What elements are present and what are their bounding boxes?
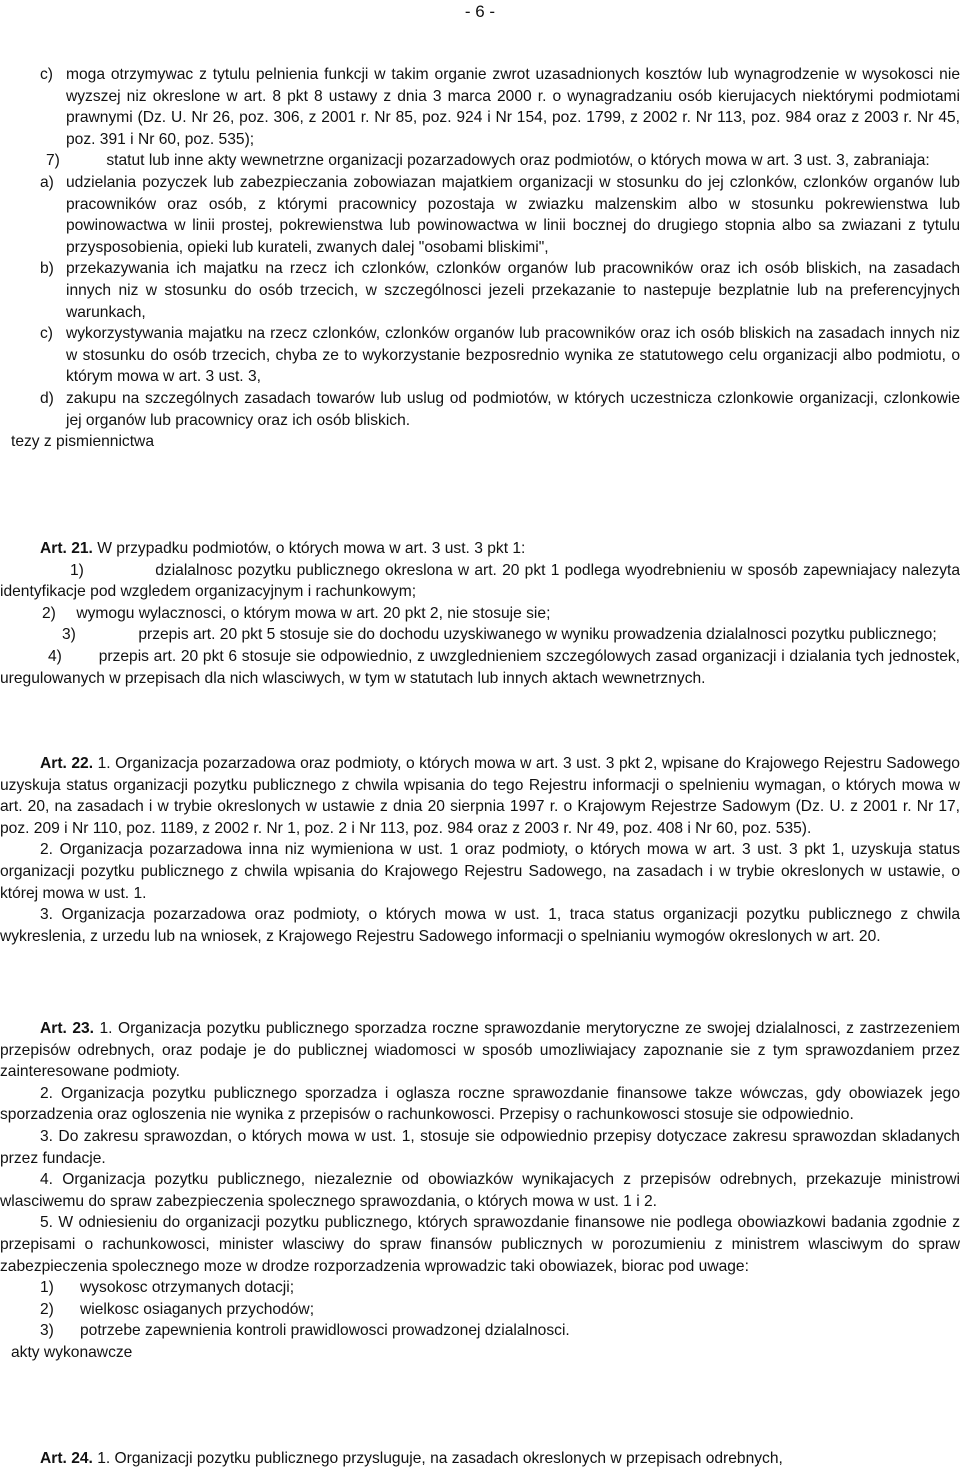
- article-heading: Art. 21.: [40, 540, 93, 557]
- paragraph: [0, 1448, 960, 1470]
- paragraph: [0, 753, 960, 839]
- article-heading: Art. 23.: [40, 1020, 95, 1037]
- article-22: [0, 753, 960, 947]
- item-text: wymogu wylacznosci, o którym mowa w art. 20 pkt 2, nie stosuje sie;: [76, 604, 551, 622]
- item-text: przekazywania ich majatku na rzecz ich czlonków, czlonków organów lub pracowników oraz ich osób bliskich, na zasadach innych niz w stosunku do osób trzecich, w szczególnosci jezeli przekazanie to nastepuje bezplatnie lub na preferencyjnych warunkach,: [66, 260, 960, 321]
- paragraph-text: 1. Organizacji pozytku publicznego przysluguje, na zasadach okreslonych w przepisach odrebnych,: [97, 1450, 783, 1467]
- commentary-link[interactable]: akty wykonawcze: [11, 1343, 133, 1361]
- item-label: 4): [48, 647, 62, 665]
- article-heading: Art. 22.: [40, 755, 94, 772]
- list-continuation: [0, 64, 960, 453]
- item-text: moga otrzymywac z tytulu pelnienia funkcji w takim organie zwrot uzasadnionych kosztów lub wynagrodzenie w wysokosci nie wyzszej niz okreslone w art. 8 pkt 8 ustawy z dnia 3 marca 2000 r. o wynagradzaniu osób kierujacych niektórymi podmiotami prawnymi (Dz. U. Nr 26, poz. 306, z 2001 r. Nr 85, poz. 924 i Nr 154, poz. 1799, z 2002 r. Nr 113, poz. 984 oraz z 2003 r. Nr 45, poz. 391 i Nr 60, poz. 535);: [66, 66, 960, 148]
- item-label: d): [40, 389, 54, 407]
- list-item: [0, 646, 960, 689]
- list-item: [0, 172, 960, 258]
- item-label: 3): [40, 1322, 54, 1340]
- item-label: 2): [40, 1300, 54, 1318]
- item-label: a): [40, 173, 54, 191]
- article-21: [0, 538, 960, 689]
- article-23: [0, 1018, 960, 1364]
- item-text: dzialalnosc pozytku publicznego okreslona w art. 20 pkt 1 podlega wyodrebnieniu w sposób zapewniajacy nalezyta identyfikacje pod wzgledem organizacyjnym i rachunkowym;: [0, 561, 960, 601]
- paragraph: 3. Organizacja pozarzadowa oraz podmioty, o których mowa w ust. 1, traca status organizacji pozytku publicznego z chwila wykreslenia, z urzedu lub na wniosek, z Krajowego Rejestru Sadowego informacji o spelnianiu wymogów okreslonych w art. 20.: [0, 906, 960, 945]
- item-label: c): [40, 325, 53, 343]
- commentary-link[interactable]: tezy z pismiennictwa: [11, 433, 154, 451]
- article-intro: [0, 538, 960, 560]
- paragraph-text: 1. Organizacja pozarzadowa oraz podmioty, o których mowa w art. 3 ust. 3 pkt 2, wpisane do Krajowego Rejestru Sadowego uzyskuja status organizacji pozytku publicznego z chwila wpisania do tego Rejestru informacji o spelnieniu wymagan, o których mowa w art. 20, na zasadach i w trybie okreslonych w ustawie z dnia 20 sierpnia 1997 r. o Krajowym Rejestrze Sadowym (Dz. U. z 2001 r. Nr 17, poz. 209 i Nr 110, poz. 1189, z 2002 r. Nr 1, poz. 2 i Nr 113, poz. 984 oraz z 2003 r. Nr 49, poz. 408 i Nr 60, poz. 535).: [0, 755, 960, 837]
- list-item: [0, 1320, 960, 1342]
- item-text: potrzebe zapewnienia kontroli prawidlowosci prowadzonej dzialalnosci.: [80, 1322, 570, 1340]
- item-label: 3): [62, 626, 76, 644]
- article-heading: Art. 24.: [40, 1450, 93, 1467]
- list-item: [0, 150, 960, 172]
- item-label: c): [40, 66, 53, 83]
- item-text: [40, 150, 960, 172]
- paragraph: 5. W odniesieniu do organizacji pozytku publicznego, których sprawozdanie finansowe nie podlega obowiazkowi badania zgodnie z przepisami o rachunkowosci, minister wlasciwy do spraw finansów publicznych w porozumieniu z ministrem wlasciwym do spraw zabezpieczenia spolecznego moze w drodze rozporzadzenia wprowadzic taki obowiazek, biorac pod uwage:: [0, 1214, 960, 1275]
- item-text: wykorzystywania majatku na rzecz czlonków, czlonków organów lub pracowników oraz ich osób bliskich na zasadach innych niz w stosunku do osób trzecich, chyba ze to wykorzystanie bezposrednio wynika ze statutowego celu organizacji albo podmiotu, o którym mowa w art. 3 ust. 3,: [66, 325, 960, 386]
- article-24: [0, 1448, 960, 1470]
- item-label: 2): [42, 604, 56, 622]
- paragraph: 2. Organizacja pozytku publicznego sporzadza i oglasza roczne sprawozdanie finansowe takze wówczas, gdy obowiazek jego sporzadzenia oraz ogloszenia nie wynika z przepisów o rachunkowosci. Przepisy o rachunkowosci stosuje sie odpowiednio.: [0, 1084, 960, 1124]
- list-item: [0, 1299, 960, 1321]
- list-item: [0, 258, 960, 323]
- item-text: wielkosc osiaganych przychodów;: [80, 1300, 315, 1318]
- paragraph: 4. Organizacja pozytku publicznego, niezaleznie od obowiazków wynikajacych z przepisów odrebnych, przekazuje ministrowi wlasciwemu do spraw zabezpieczenia spolecznego sprawozdania, o których mowa w ust. 1 i 2.: [0, 1171, 960, 1210]
- item-label: b): [40, 260, 54, 278]
- list-item: [0, 560, 960, 603]
- item-label: 1): [40, 1279, 54, 1297]
- article-intro-text: W przypadku podmiotów, o których mowa w art. 3 ust. 3 pkt 1:: [97, 540, 526, 557]
- item-text: przepis art. 20 pkt 6 stosuje sie odpowiednio, z uwzglednieniem szczególowych zasad organizacji i dzialania tych jednostek, uregulowanych w przepisach dla nich wlasciwych, w tym w statutach lub innych aktach wewnetrznych.: [0, 647, 960, 687]
- list-item: [0, 1277, 960, 1299]
- paragraph-text: 1. Organizacja pozytku publicznego sporzadza roczne sprawozdanie merytoryczne ze swojej dzialalnosci, z zastrzezeniem przepisów odrebnych, oraz podaje je do publicznej wiadomosci w sposób umozliwiajacy zapoznanie sie z tym sprawozdaniem przez zainteresowane podmioty.: [0, 1020, 960, 1081]
- list-item: [0, 64, 960, 150]
- page-number: - 6 -: [464, 2, 496, 21]
- item-text: wysokosc otrzymanych dotacji;: [80, 1279, 295, 1297]
- item-label: 1): [70, 561, 84, 579]
- item-text: przepis art. 20 pkt 5 stosuje sie do dochodu uzyskiwanego w wyniku prowadzenia dzialalnosci pozytku publicznego;: [138, 626, 937, 644]
- list-item: [0, 603, 960, 625]
- item-label: 7): [46, 152, 60, 170]
- list-item: [0, 624, 960, 646]
- paragraph: 3. Do zakresu sprawozdan, o których mowa w ust. 1, stosuje sie odpowiednio przepisy dotyczace zakresu sprawozdan skladanych przez fundacje.: [0, 1127, 960, 1167]
- item-text: udzielania pozyczek lub zabezpieczania zobowiazan majatkiem organizacji w stosunku do jej czlonków, czlonków organów lub pracowników oraz osób, z którymi pracownicy pozostaja w zwiazku malzenskim albo w stosunku pokrewienstwa lub powinowactwa w linii prostej, pokrewienstwa lub powinowactwa w linii bocznej do drugiego stopnia albo sa zwiazani z tytulu przysposobienia, opieki lub kurateli, zwanych dalej "osobami bliskimi",: [66, 173, 960, 256]
- item-text-body: statut lub inne akty wewnetrzne organizacji pozarzadowych oraz podmiotów, o których mowa w art. 3 ust. 3, zabraniaja:: [106, 152, 930, 170]
- paragraph: 2. Organizacja pozarzadowa inna niz wymieniona w ust. 1 oraz podmioty, o których mowa w art. 3 ust. 3 pkt 1, uzyskuja status organizacji pozytku publicznego z chwila wpisania do Krajowego Rejestru Sadowego, na zasadach i w trybie okreslonych w ustawie, o której mowa w ust. 1.: [0, 841, 960, 902]
- item-text: zakupu na szczególnych zasadach towarów lub uslug od podmiotów, w których uczestnicza czlonkowie organizacji, czlonkowie jej organów lub pracownicy oraz ich osób bliskich.: [66, 389, 960, 429]
- list-item: [0, 388, 960, 431]
- list-item: [0, 323, 960, 388]
- paragraph: [0, 1018, 960, 1083]
